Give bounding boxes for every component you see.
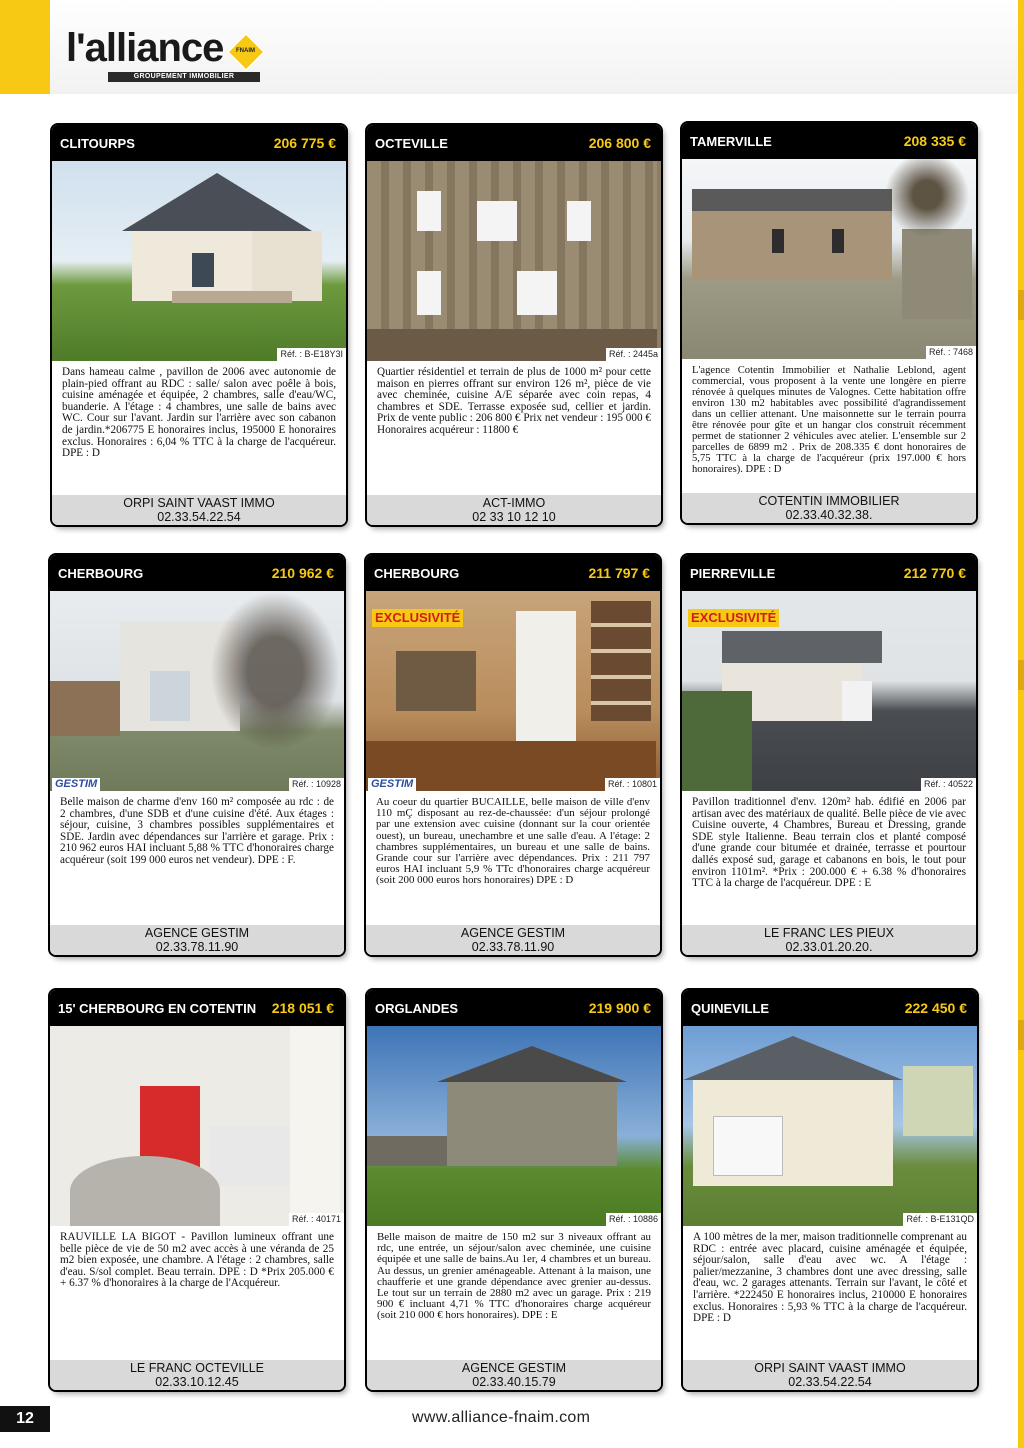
listing-photo[interactable] (682, 591, 976, 791)
listing-description: Dans hameau calme , pavillon de 2006 avec autonomie de plain-pied offrant au RDC : salle/ salon avec poêle à bois, cuisine aménagée et équipée, 2 chambres, salle d'eau/WC, buanderie. A l'étage : 4 chambres, une salle de bains avec WC. Cour sur l'avant. Jardin sur l'arrière avec son cabanon de jardin.*206775 E honoraires inclus, 195000 E honoraires exclus. Honoraires : 6,04 % TTC à la charge de l'acquéreur. DPE : D (62, 366, 336, 460)
listing-phone[interactable]: 02.33.40.32.38. (785, 508, 873, 522)
listing-photo[interactable] (367, 161, 661, 361)
listing-photo[interactable] (50, 1026, 344, 1226)
listing-contact (366, 925, 660, 955)
listing-card[interactable] (367, 125, 661, 525)
listing-phone[interactable]: 02.33.01.20.20. (785, 940, 873, 954)
listing-header (367, 990, 661, 1026)
listing-city: CHERBOURG (58, 565, 144, 581)
listing-agency: COTENTIN IMMOBILIER (758, 494, 900, 508)
listing-description: Belle maison de charme d'env 160 m² composée au rdc : de 2 chambres, d'une SDB et d'une cuisine d'été. Aux étages : séjour, cuisine, 3 chambres possibles supplémentaires et SDE. Jardin avec dépendances sur l'arrière et garage. Prix : 210 962 euros HAI incluant 5,88 % TTC d'honoraires charge acquéreur (soit 199 000 euros net vendeur). DPE : F. (60, 796, 334, 866)
listing-contact (367, 1360, 661, 1390)
listing-card[interactable] (50, 555, 344, 955)
listing-description: Au coeur du quartier BUCAILLE, belle maison de ville d'env 110 mÇ disposant au rez-de-chaussée: d'un séjour prolongé par une extension avec cuisine (donnant sur la cour orientée ouest), un bureau, unechambre et une salle d'eau. A l'étage: 2 chambres supplémentaires, un bureau et une salle de bains. Grande cour sur l'arrière avec dépendances. Prix : 211 797 euros HAI incluant 5,9 % TTc d'honoraires charge acquéreur (soit 200 000 euros hors honoraires) DPE : D (376, 796, 650, 887)
listing-card[interactable] (52, 125, 346, 525)
listing-ref: Réf. : B-E131QD (903, 1213, 977, 1226)
listing-agency: ORPI SAINT VAAST IMMO (754, 1361, 906, 1375)
listing-city: TAMERVILLE (690, 133, 772, 149)
listing-price: 212 770 € (903, 565, 966, 581)
listing-price: 222 450 € (904, 1000, 967, 1016)
listing-description: L'agence Cotentin Immobilier et Nathalie Leblond, agent commercial, vous proposent à la vente une longère en pierre rénovée à quelques minutes de Valognes. Cette habitation offre environ 130 m2 habitables avec possibilité d'agrandissement dans un cellier attenant. Une maisonnette sur le terrain pourra être rénovée pour gîte et un hangar clos construit récemment permet de stationner 2 véhicules avec atelier. L'ensemble sur 2 parcelles de 6899 m2 . Prix de 208.335 € dont honoraires de 5,75 TTC à la charge de l'acquéreur (prix 197.000 € hors honoraires). DPE : D (692, 365, 966, 475)
listing-phone[interactable]: 02.33.10.12.45 (155, 1375, 239, 1389)
listing-header (50, 990, 344, 1026)
listing-photo[interactable] (50, 591, 344, 791)
listing-phone[interactable]: 02.33.78.11.90 (155, 940, 239, 954)
listing-price: 206 800 € (588, 135, 651, 151)
listing-ref: Réf. : 40171 (289, 1213, 344, 1226)
logo-subtitle: GROUPEMENT IMMOBILIER (108, 72, 260, 82)
website-url[interactable]: www.alliance-fnaim.com (412, 1409, 591, 1426)
listing-header (367, 125, 661, 161)
page-number: 12 (0, 1406, 50, 1432)
gestim-logo: GESTIM (52, 778, 100, 791)
listing-ref: Réf. : 40522 (921, 778, 976, 791)
listing-city: OCTEVILLE (375, 135, 448, 151)
listing-description: Quartier résidentiel et terrain de plus de 1000 m² pour cette maison en pierres offrant sur environ 126 m², pièce de vie avec cheminée, cuisine A/E séparée avec coin repas, 4 chambres et SDE. Terrasse exposée sud, cellier et jardin. Prix de vente public : 206 800 € Prix net vendeur : 195 000 € Honoraires acquéreur : 11800 € (377, 366, 651, 436)
listing-city: PIERREVILLE (690, 565, 776, 581)
page-edge-stripe (1018, 0, 1024, 1448)
listing-city: QUINEVILLE (691, 1000, 770, 1016)
listing-agency: AGENCE GESTIM (460, 926, 566, 940)
listing-city: CHERBOURG (374, 565, 460, 581)
listing-header (52, 125, 346, 161)
listing-contact (682, 493, 976, 523)
exclusivity-badge: EXCLUSIVITÉ (688, 609, 779, 627)
listing-agency: LE FRANC LES PIEUX (764, 926, 894, 940)
listing-card[interactable] (682, 123, 976, 523)
listing-description: A 100 mètres de la mer, maison traditionnelle comprenant au RDC : entrée avec placard, cuisine aménagée et équipée, séjour/salon, salle d'eau avec wc. A l'étage : palier/mezzanine, 3 chambres dont une avec dressing, salle d'eau, wc. 2 garages attenants. Terrain sur l'avant, le côté et l'arrière. *222450 E honoraires inclus, 210000 E honoraires exclus. Honoraires : 5,93 % TTC à la charge de l'acquéreur. DPE : D (693, 1231, 967, 1325)
listing-phone[interactable]: 02.33.54.22.54 (788, 1375, 872, 1389)
listing-ref: Réf. : 2445a (606, 348, 661, 361)
listing-price: 206 775 € (273, 135, 336, 151)
listing-card[interactable] (50, 990, 344, 1390)
listing-contact (682, 925, 976, 955)
listing-header (366, 555, 660, 591)
listing-city: 15' CHERBOURG EN COTENTIN (58, 1000, 257, 1016)
listing-price: 219 900 € (588, 1000, 651, 1016)
listing-price: 210 962 € (271, 565, 334, 581)
listing-header (50, 555, 344, 591)
listing-agency: AGENCE GESTIM (461, 1361, 567, 1375)
header-accent-tab (0, 0, 50, 94)
listing-ref: Réf. : 7468 (926, 346, 976, 359)
listing-card[interactable] (367, 990, 661, 1390)
listing-description: RAUVILLE LA BIGOT - Pavillon lumineux offrant une belle pièce de vie de 50 m2 avec accès à une véranda de 25 m2 bien exposée, une chambre. A l'étage : 2 chambres, salle d'eau. S/sol complet. Beau terrain. DPE : D *Prix 205.000 € + 6.37 % d'honoraires à la charge de l'Acquéreur. (60, 1231, 334, 1290)
listing-contact (50, 925, 344, 955)
listing-description: Pavillon traditionnel d'env. 120m² hab. édifié en 2006 par artisan avec des matériaux de qualité. Belle pièce de vie avec Cuisine ouverte, 4 Chambres, Bureau et Dressing, grande SDE style Italienne. Beau terrain clos et planté composé d'une grande cour bitumée et drainée, terrasse et pourtour dallés exposé sud, garage et cabanons en bois, le tout pour environ 1101m². *Prix : 200.000 € + 6.38 % d'honoraires TTC à la charge de l'acquéreur. DPE : E (692, 796, 966, 890)
exclusivity-badge: EXCLUSIVITÉ (372, 609, 463, 627)
listing-ref: Réf. : B-E18Y3I (277, 348, 346, 361)
listing-photo[interactable] (366, 591, 660, 791)
listing-price: 208 335 € (903, 133, 966, 149)
listing-contact (52, 495, 346, 525)
listing-agency: LE FRANC OCTEVILLE (129, 1361, 265, 1375)
listing-contact (683, 1360, 977, 1390)
listing-photo[interactable] (682, 159, 976, 359)
listing-phone[interactable]: 02.33.54.22.54 (157, 510, 241, 524)
listing-contact (367, 495, 661, 525)
listing-photo[interactable] (52, 161, 346, 361)
listing-phone[interactable]: 02 33 10 12 10 (472, 510, 556, 524)
listing-header (682, 123, 976, 159)
listing-photo[interactable] (683, 1026, 977, 1226)
listing-agency: ORPI SAINT VAAST IMMO (123, 496, 275, 510)
gestim-logo: GESTIM (368, 778, 416, 791)
listing-price: 211 797 € (588, 565, 650, 581)
listing-ref: Réf. : 10928 (289, 778, 344, 791)
listing-phone[interactable]: 02.33.78.11.90 (471, 940, 555, 954)
listing-card[interactable] (683, 990, 977, 1390)
listing-card[interactable] (366, 555, 660, 955)
listing-contact (50, 1360, 344, 1390)
listing-price: 218 051 € (271, 1000, 334, 1016)
listing-header (683, 990, 977, 1026)
listing-photo[interactable] (367, 1026, 661, 1226)
logo-wordmark: l'alliance (66, 26, 224, 70)
logo-badge: FNAIM (236, 48, 255, 54)
listing-description: Belle maison de maitre de 150 m2 sur 3 niveaux offrant au rdc, une entrée, un séjour/salon avec cheminée, une cuisine équipée et une salle de bains.Au 1er, 4 chambres et un bureau. Au dessus, un grenier aménageable. Attenant à la maison, une chaufferie et une grande dépendance avec grenier au-dessus. Le tout sur un terrain de 2880 m2 avec un garage. Prix : 219 900 € incluant 4,71 % TTC d'honoraires charge acquéreur (soit 210 000 € hors honoraires). DPE : E (377, 1231, 651, 1322)
listing-agency: AGENCE GESTIM (144, 926, 250, 940)
listing-phone[interactable]: 02.33.40.15.79 (472, 1375, 556, 1389)
listing-agency: ACT-IMMO (482, 496, 546, 510)
listing-header (682, 555, 976, 591)
listing-card[interactable] (682, 555, 976, 955)
alliance-logo[interactable] (66, 26, 266, 86)
listing-city: ORGLANDES (375, 1000, 459, 1016)
listing-city: CLITOURPS (60, 135, 135, 151)
listing-ref: Réf. : 10801 (605, 778, 660, 791)
listing-ref: Réf. : 10886 (606, 1213, 661, 1226)
